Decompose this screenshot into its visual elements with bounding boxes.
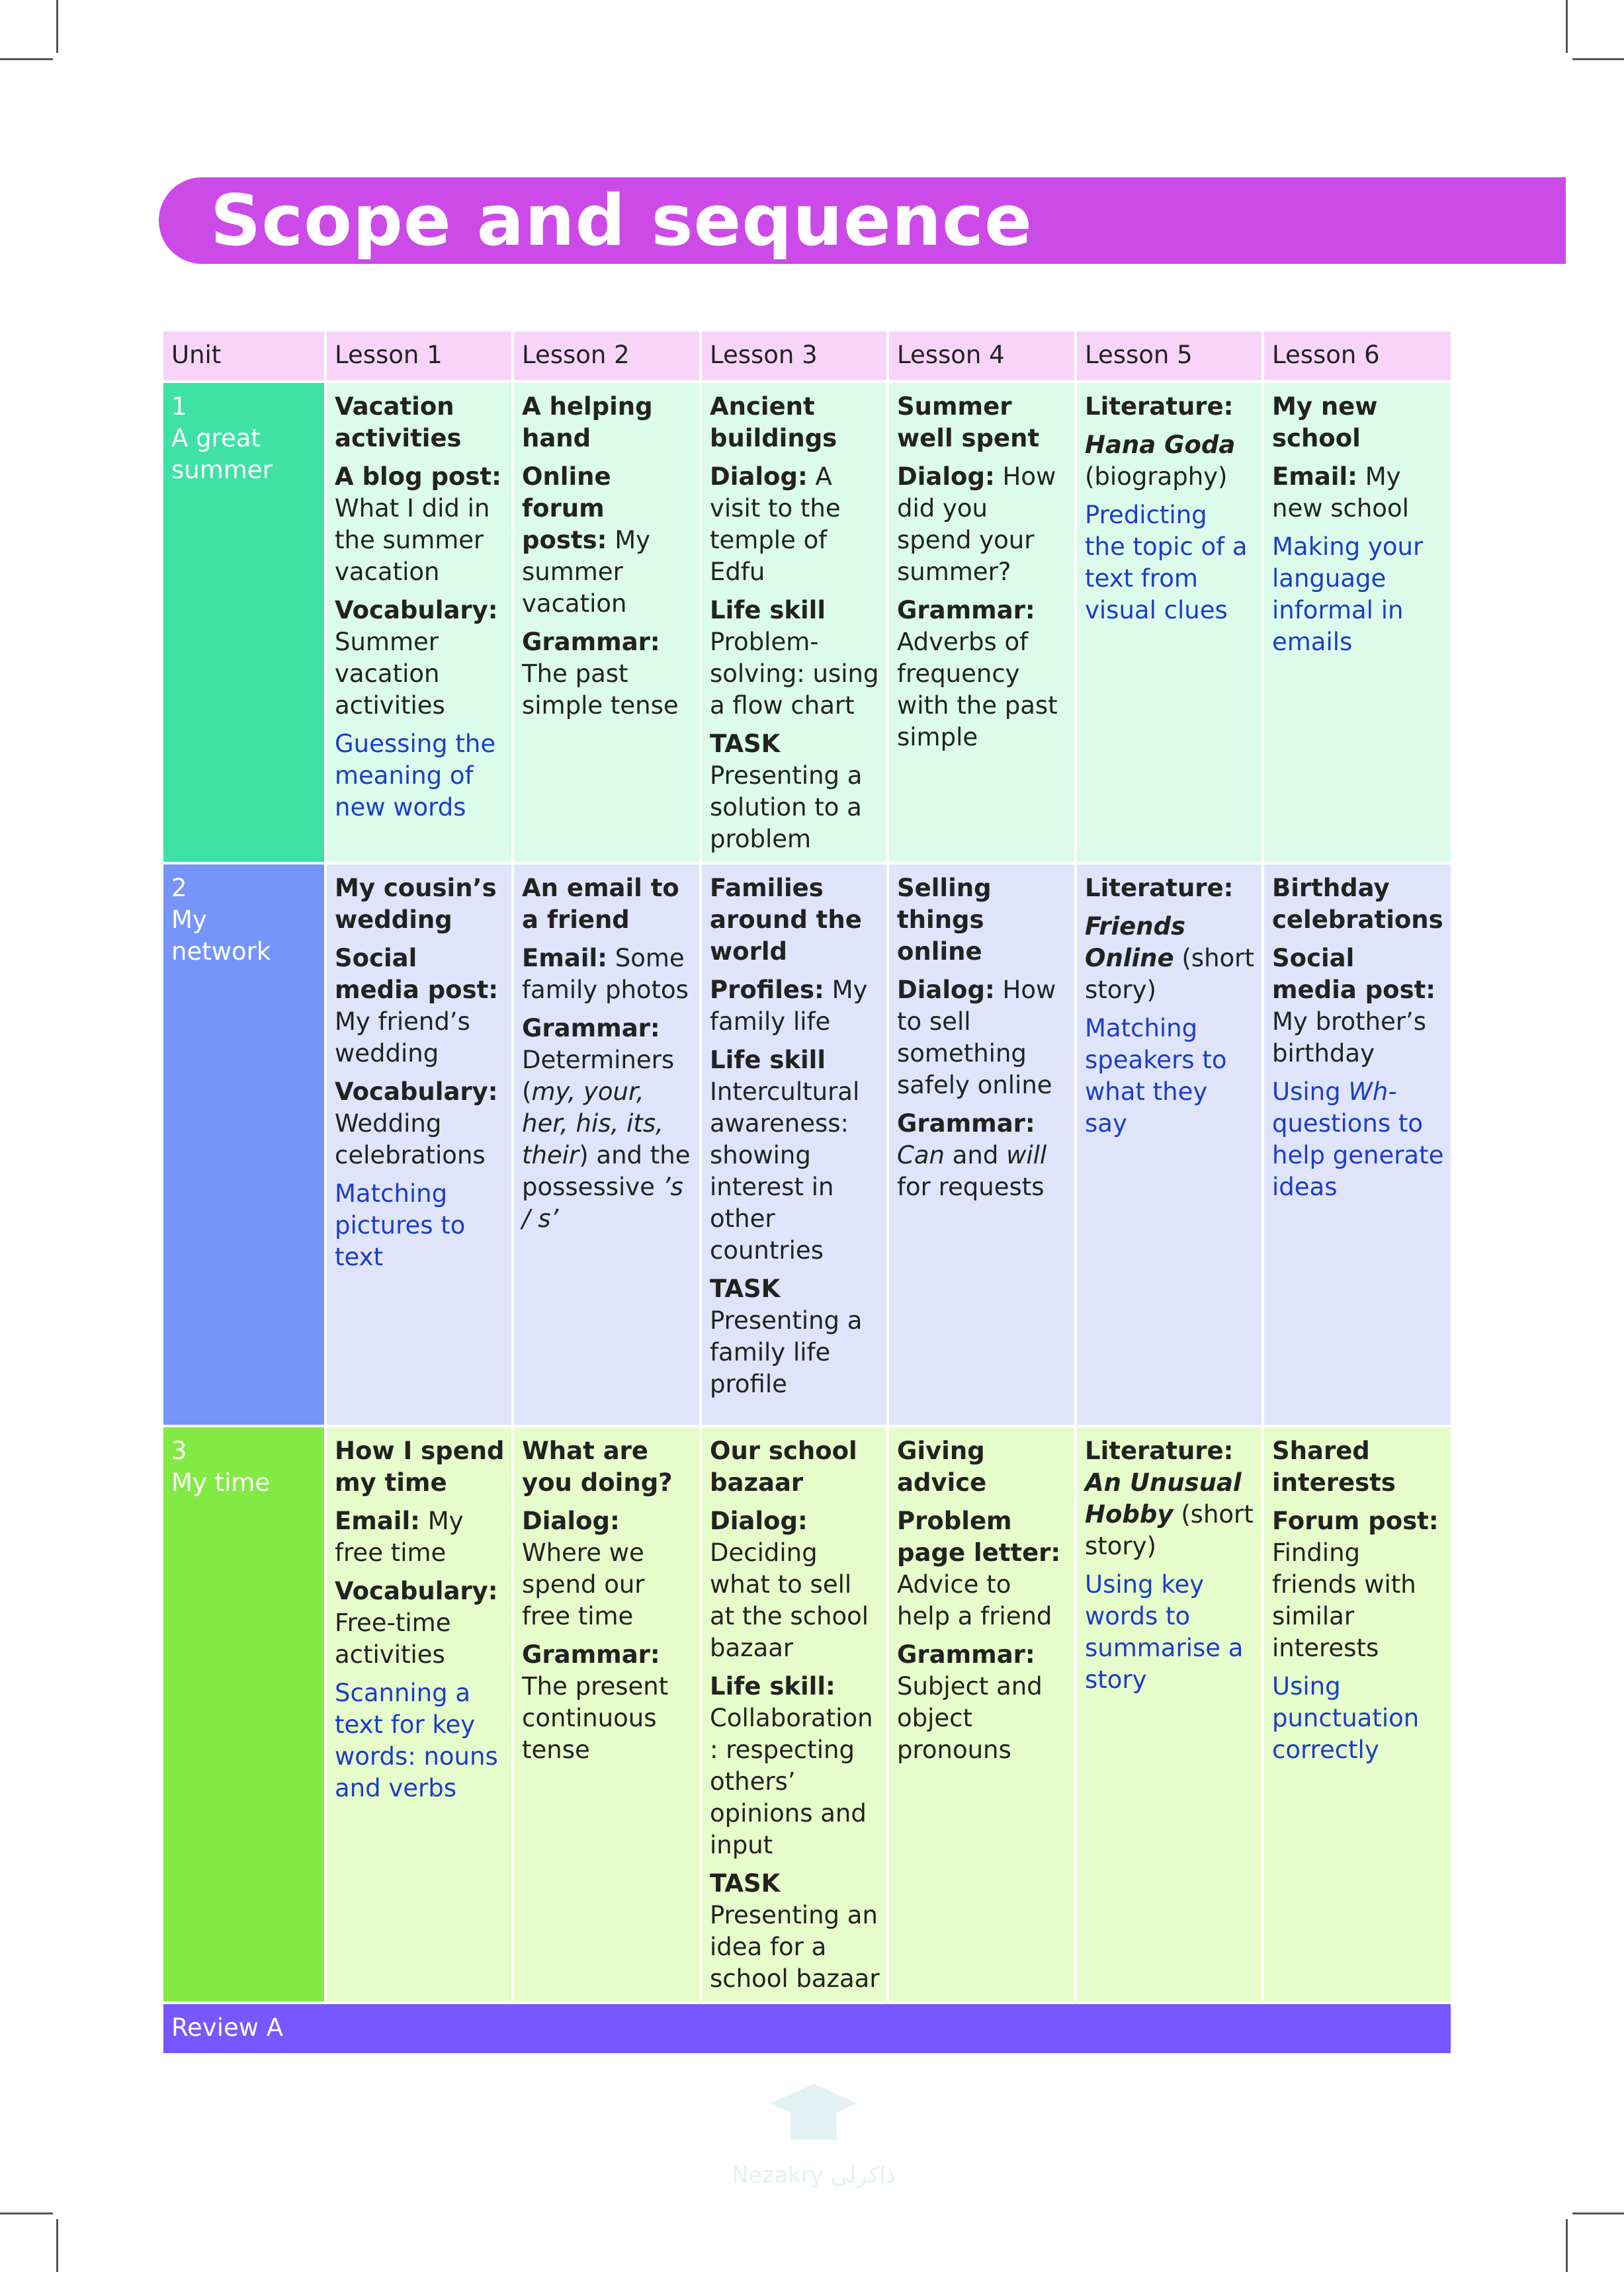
lesson-line bbox=[1085, 872, 1255, 904]
lesson-text: Forum post: bbox=[1272, 1507, 1439, 1535]
lesson-text: Adverbs of frequency with the past simple bbox=[897, 628, 1058, 751]
lesson-text: Grammar: bbox=[897, 1640, 1035, 1669]
lesson-line bbox=[897, 1505, 1068, 1632]
lesson-text: Wedding celebrations bbox=[335, 1109, 486, 1169]
lesson-text: Literature: bbox=[1085, 1437, 1234, 1465]
lesson-text: My cousin’s wedding bbox=[335, 874, 497, 934]
header-cell: Lesson 1 bbox=[325, 330, 513, 382]
lesson-text: Dialog: bbox=[897, 976, 995, 1004]
lesson-line bbox=[1085, 499, 1255, 626]
lesson-text: Problem page letter: bbox=[897, 1507, 1061, 1567]
scope-table bbox=[161, 329, 1453, 2056]
lesson-text: Life skill: bbox=[710, 1672, 835, 1701]
lesson-text: Deciding what to sell at the school bazaar bbox=[710, 1538, 869, 1662]
lesson-text: ) and the possessive bbox=[522, 1141, 691, 1201]
lesson-line bbox=[522, 943, 693, 1006]
lesson-line bbox=[710, 728, 880, 855]
lesson-line bbox=[710, 872, 880, 968]
lesson-cell bbox=[1076, 1426, 1263, 2003]
lesson-text: My new school bbox=[1272, 392, 1378, 452]
lesson-line bbox=[522, 1013, 693, 1235]
lesson-text: will bbox=[1006, 1141, 1047, 1169]
crop-mark bbox=[56, 0, 58, 53]
lesson-text: Dialog: bbox=[710, 462, 808, 491]
lesson-text: An Unusual Hobby bbox=[1085, 1468, 1242, 1529]
lesson-text: Email: bbox=[335, 1507, 420, 1535]
lesson-text: The present continuous tense bbox=[522, 1672, 669, 1764]
lesson-text: Dialog: bbox=[522, 1507, 620, 1535]
lesson-text: Subject and object pronouns bbox=[897, 1672, 1043, 1764]
lesson-text: My brother’s birthday bbox=[1272, 1007, 1427, 1068]
lesson-line bbox=[335, 1435, 505, 1499]
header-cell: Lesson 6 bbox=[1263, 330, 1452, 382]
crop-mark bbox=[1572, 2212, 1624, 2214]
lesson-line bbox=[897, 391, 1068, 454]
lesson-line bbox=[1272, 391, 1444, 454]
lesson-line bbox=[335, 1076, 505, 1171]
lesson-text: My family life bbox=[710, 976, 868, 1036]
unit-row bbox=[162, 382, 1452, 863]
lesson-text: questions to help generate ideas bbox=[1272, 1109, 1444, 1201]
lesson-line bbox=[1272, 1505, 1444, 1664]
watermark-logo bbox=[714, 2077, 913, 2196]
lesson-text: Dialog: bbox=[897, 462, 995, 491]
lesson-cell bbox=[701, 382, 888, 863]
lesson-line bbox=[710, 1044, 880, 1267]
lesson-line bbox=[897, 1639, 1068, 1766]
lesson-text: Some family photos bbox=[522, 944, 689, 1004]
lesson-text: Friends Online bbox=[1085, 912, 1186, 972]
lesson-line bbox=[897, 1108, 1068, 1203]
lesson-cell bbox=[1263, 1426, 1452, 2003]
lesson-text: How I spend my time bbox=[335, 1437, 505, 1497]
lesson-line bbox=[710, 1505, 880, 1664]
unit-cell bbox=[162, 382, 325, 863]
unit-row bbox=[162, 1426, 1452, 2003]
crop-mark bbox=[0, 2212, 53, 2214]
crop-mark bbox=[1566, 0, 1568, 53]
lesson-text: Grammar: bbox=[522, 1640, 660, 1669]
lesson-line bbox=[1085, 391, 1255, 423]
lesson-line bbox=[335, 728, 505, 823]
unit-name: A great summer bbox=[171, 424, 273, 484]
lesson-cell bbox=[888, 382, 1076, 863]
lesson-text: A helping hand bbox=[522, 392, 653, 452]
lesson-cell bbox=[513, 863, 701, 1426]
lesson-line bbox=[710, 1868, 880, 1995]
lesson-line bbox=[1272, 1076, 1444, 1203]
lesson-cell bbox=[1076, 382, 1263, 863]
lesson-line bbox=[522, 1505, 693, 1632]
lesson-cell bbox=[513, 382, 701, 863]
lesson-text: Ancient buildings bbox=[710, 392, 837, 452]
lesson-cell bbox=[513, 1426, 701, 2003]
unit-cell bbox=[162, 1426, 325, 2003]
lesson-line bbox=[710, 1435, 880, 1499]
header-cell: Lesson 3 bbox=[701, 330, 888, 382]
lesson-line bbox=[1085, 429, 1255, 493]
lesson-cell bbox=[701, 1426, 888, 2003]
lesson-text: Summer well spent bbox=[897, 392, 1040, 452]
lesson-text: Matching pictures to text bbox=[335, 1179, 466, 1271]
lesson-line bbox=[1085, 1435, 1255, 1562]
lesson-text: Literature: bbox=[1085, 392, 1234, 421]
lesson-text: Grammar: bbox=[522, 628, 660, 656]
lesson-text: Predicting the topic of a text from visual clues bbox=[1085, 501, 1248, 624]
review-label: Review A bbox=[162, 2003, 1452, 2054]
lesson-line bbox=[522, 872, 693, 936]
lesson-text: ’s / s’ bbox=[522, 1173, 683, 1233]
lesson-line bbox=[335, 1576, 505, 1671]
lesson-text: Vocabulary: bbox=[335, 1577, 498, 1605]
title-banner bbox=[159, 177, 1566, 264]
lesson-line bbox=[1272, 872, 1444, 936]
lesson-text: Hana Goda bbox=[1085, 431, 1236, 459]
lesson-line bbox=[335, 461, 505, 588]
lesson-text: Using key words to summarise a story bbox=[1085, 1570, 1244, 1694]
lesson-line bbox=[1085, 911, 1255, 1006]
lesson-text: for requests bbox=[897, 1173, 1045, 1201]
lesson-text: My summer vacation bbox=[522, 526, 651, 618]
lesson-line bbox=[1272, 461, 1444, 525]
lesson-text: Birthday celebrations bbox=[1272, 874, 1443, 934]
lesson-text: my, your, her, his, its, their bbox=[522, 1077, 663, 1169]
header-cell: Lesson 2 bbox=[513, 330, 701, 382]
lesson-line bbox=[897, 872, 1068, 968]
lesson-cell bbox=[888, 863, 1076, 1426]
unit-number: 3 bbox=[171, 1437, 187, 1465]
lesson-text: Giving advice bbox=[897, 1437, 987, 1497]
unit-number: 2 bbox=[171, 874, 187, 902]
lesson-text: (short story) bbox=[1085, 944, 1254, 1004]
lesson-text: Intercultural awareness: showing interest in other countries bbox=[710, 1077, 860, 1265]
lesson-text: Life skill bbox=[710, 1046, 826, 1074]
lesson-text: What are you doing? bbox=[522, 1437, 673, 1497]
lesson-line bbox=[522, 391, 693, 454]
lesson-text: The past simple tense bbox=[522, 659, 679, 720]
crop-mark bbox=[1566, 2219, 1568, 2272]
lesson-text: TASK bbox=[710, 730, 781, 758]
lesson-text: Vocabulary: bbox=[335, 596, 498, 624]
lesson-text: Presenting a family life profile bbox=[710, 1306, 863, 1398]
unit-number: 1 bbox=[171, 392, 187, 421]
lesson-line bbox=[1272, 943, 1444, 1070]
lesson-line bbox=[897, 974, 1068, 1101]
lesson-line bbox=[897, 461, 1068, 588]
lesson-text: Wh- bbox=[1348, 1077, 1397, 1106]
lesson-line bbox=[335, 391, 505, 454]
lesson-cell bbox=[325, 1426, 513, 2003]
lesson-line bbox=[1085, 1013, 1255, 1140]
lesson-text: Profiles: bbox=[710, 976, 824, 1004]
lesson-line bbox=[1272, 1671, 1444, 1766]
lesson-cell bbox=[1263, 382, 1452, 863]
lesson-text: Collaboration: respecting others’ opinions and input bbox=[710, 1704, 873, 1859]
lesson-text: An email to a friend bbox=[522, 874, 679, 934]
page-title: Scope and sequence bbox=[210, 180, 1033, 261]
lesson-line bbox=[710, 1671, 880, 1861]
lesson-text: (biography) bbox=[1085, 462, 1228, 491]
lesson-line bbox=[335, 1505, 505, 1569]
lesson-line bbox=[335, 1178, 505, 1273]
lesson-text: and bbox=[944, 1141, 1007, 1169]
lesson-line bbox=[522, 461, 693, 620]
crop-mark bbox=[56, 2219, 58, 2272]
lesson-cell bbox=[888, 1426, 1076, 2003]
lesson-text: A blog post: bbox=[335, 462, 501, 491]
lesson-text: My friend’s wedding bbox=[335, 1007, 470, 1068]
lesson-text: Literature: bbox=[1085, 874, 1234, 902]
unit-name: My network bbox=[171, 905, 271, 966]
lesson-cell bbox=[1263, 863, 1452, 1426]
header-cell: Lesson 5 bbox=[1076, 330, 1263, 382]
header-cell: Lesson 4 bbox=[888, 330, 1076, 382]
lesson-cell bbox=[1076, 863, 1263, 1426]
lesson-text: Life skill bbox=[710, 596, 826, 624]
lesson-cell bbox=[325, 382, 513, 863]
unit-name: My time bbox=[171, 1468, 271, 1497]
lesson-text: Email: bbox=[522, 944, 607, 972]
lesson-text: Where we spend our free time bbox=[522, 1538, 645, 1630]
lesson-text: TASK bbox=[710, 1275, 781, 1303]
lesson-text: Free-time activities bbox=[335, 1609, 451, 1669]
lesson-line bbox=[710, 461, 880, 588]
lesson-text: Dialog: bbox=[710, 1507, 808, 1535]
lesson-text: Problem-solving: using a flow chart bbox=[710, 628, 879, 720]
lesson-text: Online forum posts: bbox=[522, 462, 611, 554]
header-cell: Unit bbox=[162, 330, 325, 382]
lesson-text: Guessing the meaning of new words bbox=[335, 730, 496, 821]
lesson-text: Social media post: bbox=[1272, 944, 1436, 1004]
crop-mark bbox=[0, 58, 53, 60]
lesson-line bbox=[522, 1435, 693, 1499]
lesson-line bbox=[710, 974, 880, 1038]
crop-mark bbox=[1572, 58, 1624, 60]
lesson-line bbox=[335, 595, 505, 722]
lesson-text: Email: bbox=[1272, 462, 1357, 491]
lesson-text: Our school bazaar bbox=[710, 1437, 857, 1497]
lesson-text: Making your language informal in emails bbox=[1272, 532, 1424, 656]
lesson-text: Families around the world bbox=[710, 874, 862, 966]
lesson-line bbox=[522, 626, 693, 722]
lesson-line bbox=[335, 1677, 505, 1804]
lesson-text: TASK bbox=[710, 1869, 781, 1898]
lesson-text: How did you spend your summer? bbox=[897, 462, 1056, 586]
lesson-line bbox=[1272, 1435, 1444, 1499]
lesson-text: Shared interests bbox=[1272, 1437, 1396, 1497]
watermark-text: Nezakry ذاكرلي bbox=[732, 2162, 896, 2189]
lesson-text: Selling things online bbox=[897, 874, 992, 966]
lesson-text: Matching speakers to what they say bbox=[1085, 1014, 1227, 1138]
lesson-text: My free time bbox=[335, 1507, 464, 1567]
lesson-text: A visit to the temple of Edfu bbox=[710, 462, 841, 586]
lesson-line bbox=[897, 1435, 1068, 1499]
lesson-cell bbox=[325, 863, 513, 1426]
lesson-line bbox=[335, 943, 505, 1070]
lesson-text: Vocabulary: bbox=[335, 1077, 498, 1106]
lesson-text: Using punctuation correctly bbox=[1272, 1672, 1420, 1764]
lesson-line bbox=[710, 1273, 880, 1400]
lesson-text: Can bbox=[897, 1141, 945, 1169]
lesson-line bbox=[1272, 531, 1444, 658]
lesson-text: Grammar: bbox=[897, 596, 1035, 624]
lesson-line bbox=[1085, 1569, 1255, 1696]
unit-cell bbox=[162, 863, 325, 1426]
lesson-text: Using bbox=[1272, 1077, 1349, 1106]
lesson-text: How to sell something safely online bbox=[897, 976, 1056, 1099]
lesson-line bbox=[710, 391, 880, 454]
lesson-text: (short story) bbox=[1085, 1500, 1254, 1560]
unit-row bbox=[162, 863, 1452, 1426]
lesson-text: Scanning a text for key words: nouns and verbs bbox=[335, 1679, 498, 1802]
header-row bbox=[162, 330, 1452, 382]
lesson-line bbox=[897, 595, 1068, 753]
lesson-text: Presenting an idea for a school bazaar bbox=[710, 1901, 880, 1993]
lesson-text: What I did in the summer vacation bbox=[335, 494, 490, 586]
lesson-text: My new school bbox=[1272, 462, 1409, 523]
lesson-text: Determiners ( bbox=[522, 1046, 675, 1106]
lesson-text: Vacation activities bbox=[335, 392, 462, 452]
lesson-text: Finding friends with similar interests bbox=[1272, 1538, 1416, 1662]
lesson-line bbox=[522, 1639, 693, 1766]
lesson-text: Advice to help a friend bbox=[897, 1570, 1052, 1630]
review-row bbox=[162, 2003, 1452, 2054]
lesson-text: Presenting a solution to a problem bbox=[710, 761, 863, 853]
lesson-line bbox=[710, 595, 880, 722]
lesson-text: Grammar: bbox=[522, 1014, 660, 1042]
lesson-text: Summer vacation activities bbox=[335, 628, 445, 720]
lesson-line bbox=[335, 872, 505, 936]
lesson-text: Grammar: bbox=[897, 1109, 1035, 1138]
lesson-text: Social media post: bbox=[335, 944, 499, 1004]
lesson-cell bbox=[701, 863, 888, 1426]
